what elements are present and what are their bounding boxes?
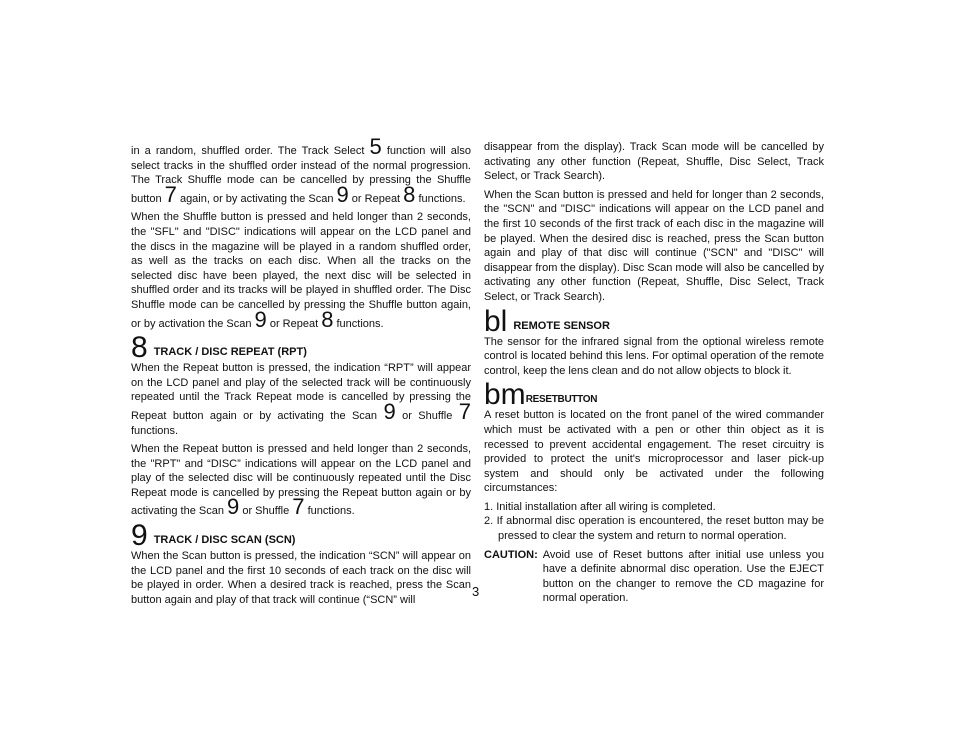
ref-8-icon: 8 bbox=[321, 306, 334, 332]
caution-label: CAUTION: bbox=[484, 548, 538, 561]
ref-7-icon: 7 bbox=[458, 398, 471, 424]
ref-9-icon: 9 bbox=[254, 306, 267, 332]
ref-9-icon: 9 bbox=[227, 494, 240, 520]
scan-track-paragraph: When the Scan button is pressed, the indication “SCN” will appear on the LCD panel and the first 10 seconds of each track on the disc will be played in order. When a desired track is reached, press the Scan button again and play of that track will continue (“SCN” will bbox=[131, 550, 471, 606]
section-title: RESETBUTTON bbox=[525, 394, 598, 406]
ref-9-icon: 9 bbox=[383, 398, 396, 424]
ref-5-icon: 5 bbox=[369, 134, 382, 159]
repeat-disc-paragraph: When the Repeat button is pressed and held longer than 2 seconds, the "RPT" and “DISC” indications will appear on the LCD panel and play of the selected disc will be continuously repeated until the Disc Repeat mode is cancelled by pressing the Repeat button again or by activating the Scan 9 or Shuffle 7 functions. bbox=[131, 443, 471, 520]
reset-steps-list bbox=[484, 500, 824, 544]
list-item: 2. If abnormal disc operation is encountered, the reset button may be pressed to clear the system and return to normal operation. bbox=[484, 515, 824, 543]
list-item: 1. Initial installation after all wiring is completed. bbox=[484, 500, 716, 513]
left-column bbox=[131, 134, 471, 611]
ref-7-icon: 7 bbox=[164, 181, 177, 207]
section-heading-scan bbox=[131, 519, 471, 553]
section-number-9: 9 bbox=[131, 519, 148, 553]
section-number-8: 8 bbox=[131, 331, 148, 365]
caution-note bbox=[484, 548, 824, 606]
shuffle-track-paragraph: in a random, shuffled order. The Track Select 5 function will also select tracks in the shuffled order instead of the normal progression. The Track Shuffle mode can be cancelled by pressing the Shuffle button 7 again, or by activating the Scan 9 or Repeat 8 functions. bbox=[131, 134, 471, 207]
right-column bbox=[484, 140, 824, 606]
scan-disc-paragraph: When the Scan button is pressed and held for longer than 2 seconds, the "SCN" and "DISC" indications will appear on the LCD panel and the first 10 seconds of the first track of each disc in the magazine will be played. When the desired disc is reached, press the Scan button again and play of that disc will continue ("SCN" and "DISC" will disappear from the display). Disc Scan mode will also be cancelled by activating any other function (Repeat, Shuffle, Disc Select, Track Select, or Track Search). bbox=[484, 188, 824, 303]
remote-sensor-paragraph: The sensor for the infrared signal from the optional wireless remote control is located behind this lens. For optimal operation of the remote control, keep the lens clean and do not allow objects to block it. bbox=[484, 335, 824, 377]
ref-8-icon: 8 bbox=[403, 181, 416, 207]
section-number-bl: bl bbox=[484, 304, 508, 338]
section-title: TRACK / DISC REPEAT (RPT) bbox=[153, 346, 307, 359]
caution-text: Avoid use of Reset buttons after initial use unless you have a definite abnormal disc operation. Use the EJECT button on the changer to remove the CD magazine for normal operation. bbox=[542, 548, 824, 605]
section-heading-repeat bbox=[131, 331, 471, 365]
scan-track-continued-paragraph: disappear from the display). Track Scan mode will be cancelled by activating any other function (Repeat, Shuffle, Disc Select, Track Select, or Track Search). bbox=[484, 141, 824, 183]
page-number: 3 bbox=[472, 584, 480, 599]
section-heading-reset-button bbox=[484, 378, 824, 412]
section-number-bm: bm bbox=[484, 378, 526, 412]
section-title: REMOTE SENSOR bbox=[513, 319, 610, 332]
ref-9-icon: 9 bbox=[336, 181, 349, 207]
ref-7-icon: 7 bbox=[292, 494, 305, 520]
repeat-track-paragraph: When the Repeat button is pressed, the indication “RPT” will appear on the LCD panel and play of the selected track will be continuously repeated until the Track Repeat mode is cancelled by pressing the Repeat button again or by activating the Scan 9 or Shuffle 7 functions. bbox=[131, 362, 471, 437]
shuffle-disc-paragraph: When the Shuffle button is pressed and held longer than 2 seconds, the "SFL" and "DISC" indications will appear on the LCD panel and the discs in the magazine will be played in a random shuffled order, as well as the tracks on each disc. When all the tracks on the selected disc have been played, the next disc will be selected in shuffled order and its tracks will be played in shuffled order. The Disc Shuffle mode can be cancelled by pressing the Shuffle button again, or by activation the Scan 9 or Repeat 8 functions. bbox=[131, 211, 471, 332]
section-title: TRACK / DISC SCAN (SCN) bbox=[153, 534, 296, 547]
reset-button-paragraph: A reset button is located on the front panel of the wired commander which must be activated with a pen or other thin object as it is recessed to prevent accidental engagement. The reset circuitry is provided to protect the unit's microprocessor and laser pick-up system and should only be activated under the following circumstances: bbox=[484, 409, 824, 495]
section-heading-remote-sensor bbox=[484, 304, 824, 338]
